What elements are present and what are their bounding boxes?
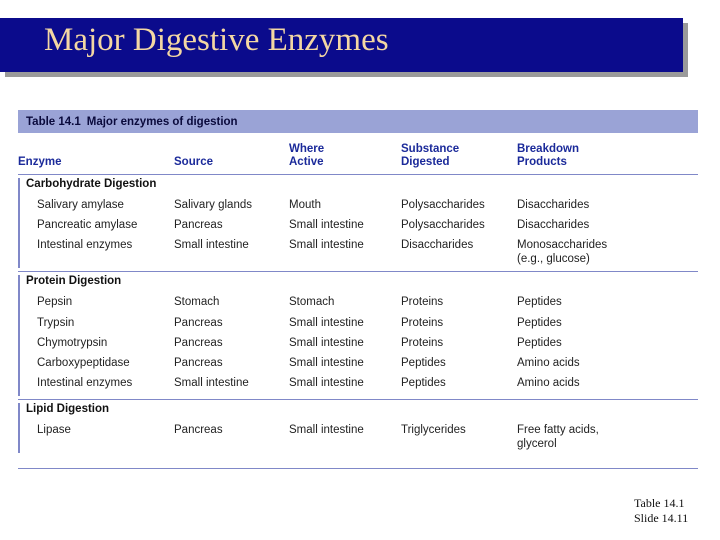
header-where-line2: Active <box>289 156 324 168</box>
cell-products <box>517 336 562 350</box>
cell-text: Pepsin <box>37 296 73 309</box>
section-divider <box>18 468 698 469</box>
table-header <box>18 133 698 175</box>
table-row <box>18 313 698 333</box>
slide-reference <box>634 496 688 526</box>
cell-text: Peptides <box>517 316 562 329</box>
cell-text: Polysaccharides <box>401 199 485 211</box>
header-substance-line2: Digested <box>401 156 450 168</box>
table-row <box>18 235 698 265</box>
header-enzyme: Enzyme <box>18 156 62 168</box>
cell-products <box>517 218 589 232</box>
cell-text: Proteins <box>401 336 444 349</box>
cell-source <box>174 336 223 350</box>
cell-enzyme <box>37 198 124 212</box>
cell-text: Salivary amylase <box>37 199 124 211</box>
header-where <box>289 143 324 169</box>
cell-text: Mouth <box>289 199 321 211</box>
cell-text: Pancreas <box>174 356 223 369</box>
cell-source <box>174 218 223 232</box>
cell-text: Disaccharides <box>401 239 474 252</box>
header-breakdown-line1: Breakdown <box>517 143 579 155</box>
cell-products <box>517 376 580 390</box>
cell-substance <box>401 356 446 370</box>
cell-text: Small intestine <box>289 377 364 390</box>
cell-text: Pancreas <box>174 424 223 437</box>
cell-text: Intestinal enzymes <box>37 377 133 390</box>
table-row <box>18 373 698 393</box>
cell-text: Stomach <box>174 296 220 309</box>
cell-text: Pancreas <box>174 336 223 349</box>
cell-text: Small intestine <box>289 219 364 232</box>
cell-text: Pancreatic amylase <box>37 219 138 232</box>
cell-text: Free fatty acids, <box>517 424 599 437</box>
cell-text: Disaccharides <box>517 219 590 232</box>
cell-text: Lipase <box>37 424 71 437</box>
cell-text: Peptides <box>401 356 446 369</box>
cell-text: Amino acids <box>517 356 580 369</box>
cell-source <box>174 316 223 330</box>
cell-enzyme <box>37 238 132 252</box>
cell-source <box>174 198 252 212</box>
cell-text: Amino acids <box>517 377 580 390</box>
header-source: Source <box>174 156 213 168</box>
cell-substance <box>401 218 485 232</box>
cell-where <box>289 198 321 212</box>
cell-enzyme <box>37 218 137 232</box>
cell-where <box>289 376 364 390</box>
cell-text: Peptides <box>517 296 562 309</box>
cell-text: Intestinal enzymes <box>37 239 133 252</box>
table-body <box>18 175 698 469</box>
table-row <box>18 215 698 235</box>
cell-text: Peptides <box>517 336 562 349</box>
cell-enzyme <box>37 316 74 330</box>
cell-text: Pancreas <box>174 316 223 329</box>
cell-substance <box>401 295 443 309</box>
cell-text: Small intestine <box>289 424 364 437</box>
caption-number: Table 14.1 <box>26 115 81 128</box>
table-row <box>18 353 698 373</box>
cell-where <box>289 218 364 232</box>
cell-substance <box>401 423 466 437</box>
table-row <box>18 420 698 450</box>
header-substance-line1: Substance <box>401 143 460 155</box>
cell-text: Disaccharides <box>517 199 590 211</box>
cell-text: Small intestine <box>289 239 364 252</box>
cell-where <box>289 238 364 252</box>
cell-substance <box>401 376 446 390</box>
cell-where <box>289 336 364 350</box>
cell-text: Proteins <box>401 296 444 309</box>
cell-text: Chymotrypsin <box>37 336 108 349</box>
cell-where <box>289 423 364 437</box>
section-header <box>18 272 698 292</box>
enzyme-table <box>18 110 698 469</box>
cell-source <box>174 423 223 437</box>
cell-text: Small intestine <box>289 316 364 329</box>
cell-where <box>289 356 364 370</box>
cell-text: Small intestine <box>174 239 249 252</box>
section-label: Carbohydrate Digestion <box>26 178 157 190</box>
cell-text: Trypsin <box>37 316 75 329</box>
cell-products <box>517 295 562 309</box>
cell-enzyme <box>37 336 107 350</box>
cell-substance <box>401 238 473 252</box>
slide-ref-slide: Slide 14.11 <box>634 511 689 525</box>
cell-substance <box>401 336 443 350</box>
section-label: Protein Digestion <box>26 275 122 288</box>
cell-text: Polysaccharides <box>401 219 485 232</box>
cell-text: Stomach <box>289 296 335 309</box>
section-header <box>18 400 698 420</box>
cell-text: Monosaccharides <box>517 239 608 252</box>
slide-ref-table: Table 14.1 <box>634 496 685 510</box>
caption-text: Major enzymes of digestion <box>86 115 238 128</box>
table-row <box>18 333 698 353</box>
cell-where <box>289 295 334 309</box>
cell-where <box>289 316 364 330</box>
cell-source <box>174 376 249 390</box>
cell-text: Small intestine <box>289 356 364 369</box>
cell-text: Carboxypeptidase <box>37 356 130 369</box>
cell-products <box>517 316 562 330</box>
cell-products <box>517 198 589 212</box>
cell-text: Proteins <box>401 316 444 329</box>
cell-text: Small intestine <box>289 336 364 349</box>
cell-enzyme <box>37 376 132 390</box>
slide-title: Major Digestive Enzymes <box>44 22 389 58</box>
cell-text: Small intestine <box>174 377 249 390</box>
cell-text: Pancreas <box>174 219 223 232</box>
cell-substance <box>401 316 443 330</box>
cell-text: Salivary glands <box>174 199 252 211</box>
table-row <box>18 292 698 312</box>
cell-products <box>517 238 607 266</box>
header-breakdown <box>517 143 579 169</box>
header-breakdown-line2: Products <box>517 156 567 168</box>
cell-substance <box>401 198 485 212</box>
cell-text-line2: (e.g., glucose) <box>517 253 590 266</box>
cell-products <box>517 356 580 370</box>
cell-enzyme <box>37 295 72 309</box>
cell-enzyme <box>37 423 71 437</box>
section-header <box>18 175 698 195</box>
cell-text: Peptides <box>401 377 446 390</box>
cell-source <box>174 295 219 309</box>
header-substance <box>401 143 459 169</box>
cell-enzyme <box>37 356 130 370</box>
table-row <box>18 195 698 215</box>
header-where-line1: Where <box>289 143 325 155</box>
cell-text: Triglycerides <box>401 424 466 437</box>
cell-text-line2: glycerol <box>517 438 557 451</box>
section-label: Lipid Digestion <box>26 403 110 416</box>
cell-source <box>174 356 223 370</box>
cell-source <box>174 238 249 252</box>
cell-products <box>517 423 599 451</box>
table-caption <box>18 110 698 133</box>
